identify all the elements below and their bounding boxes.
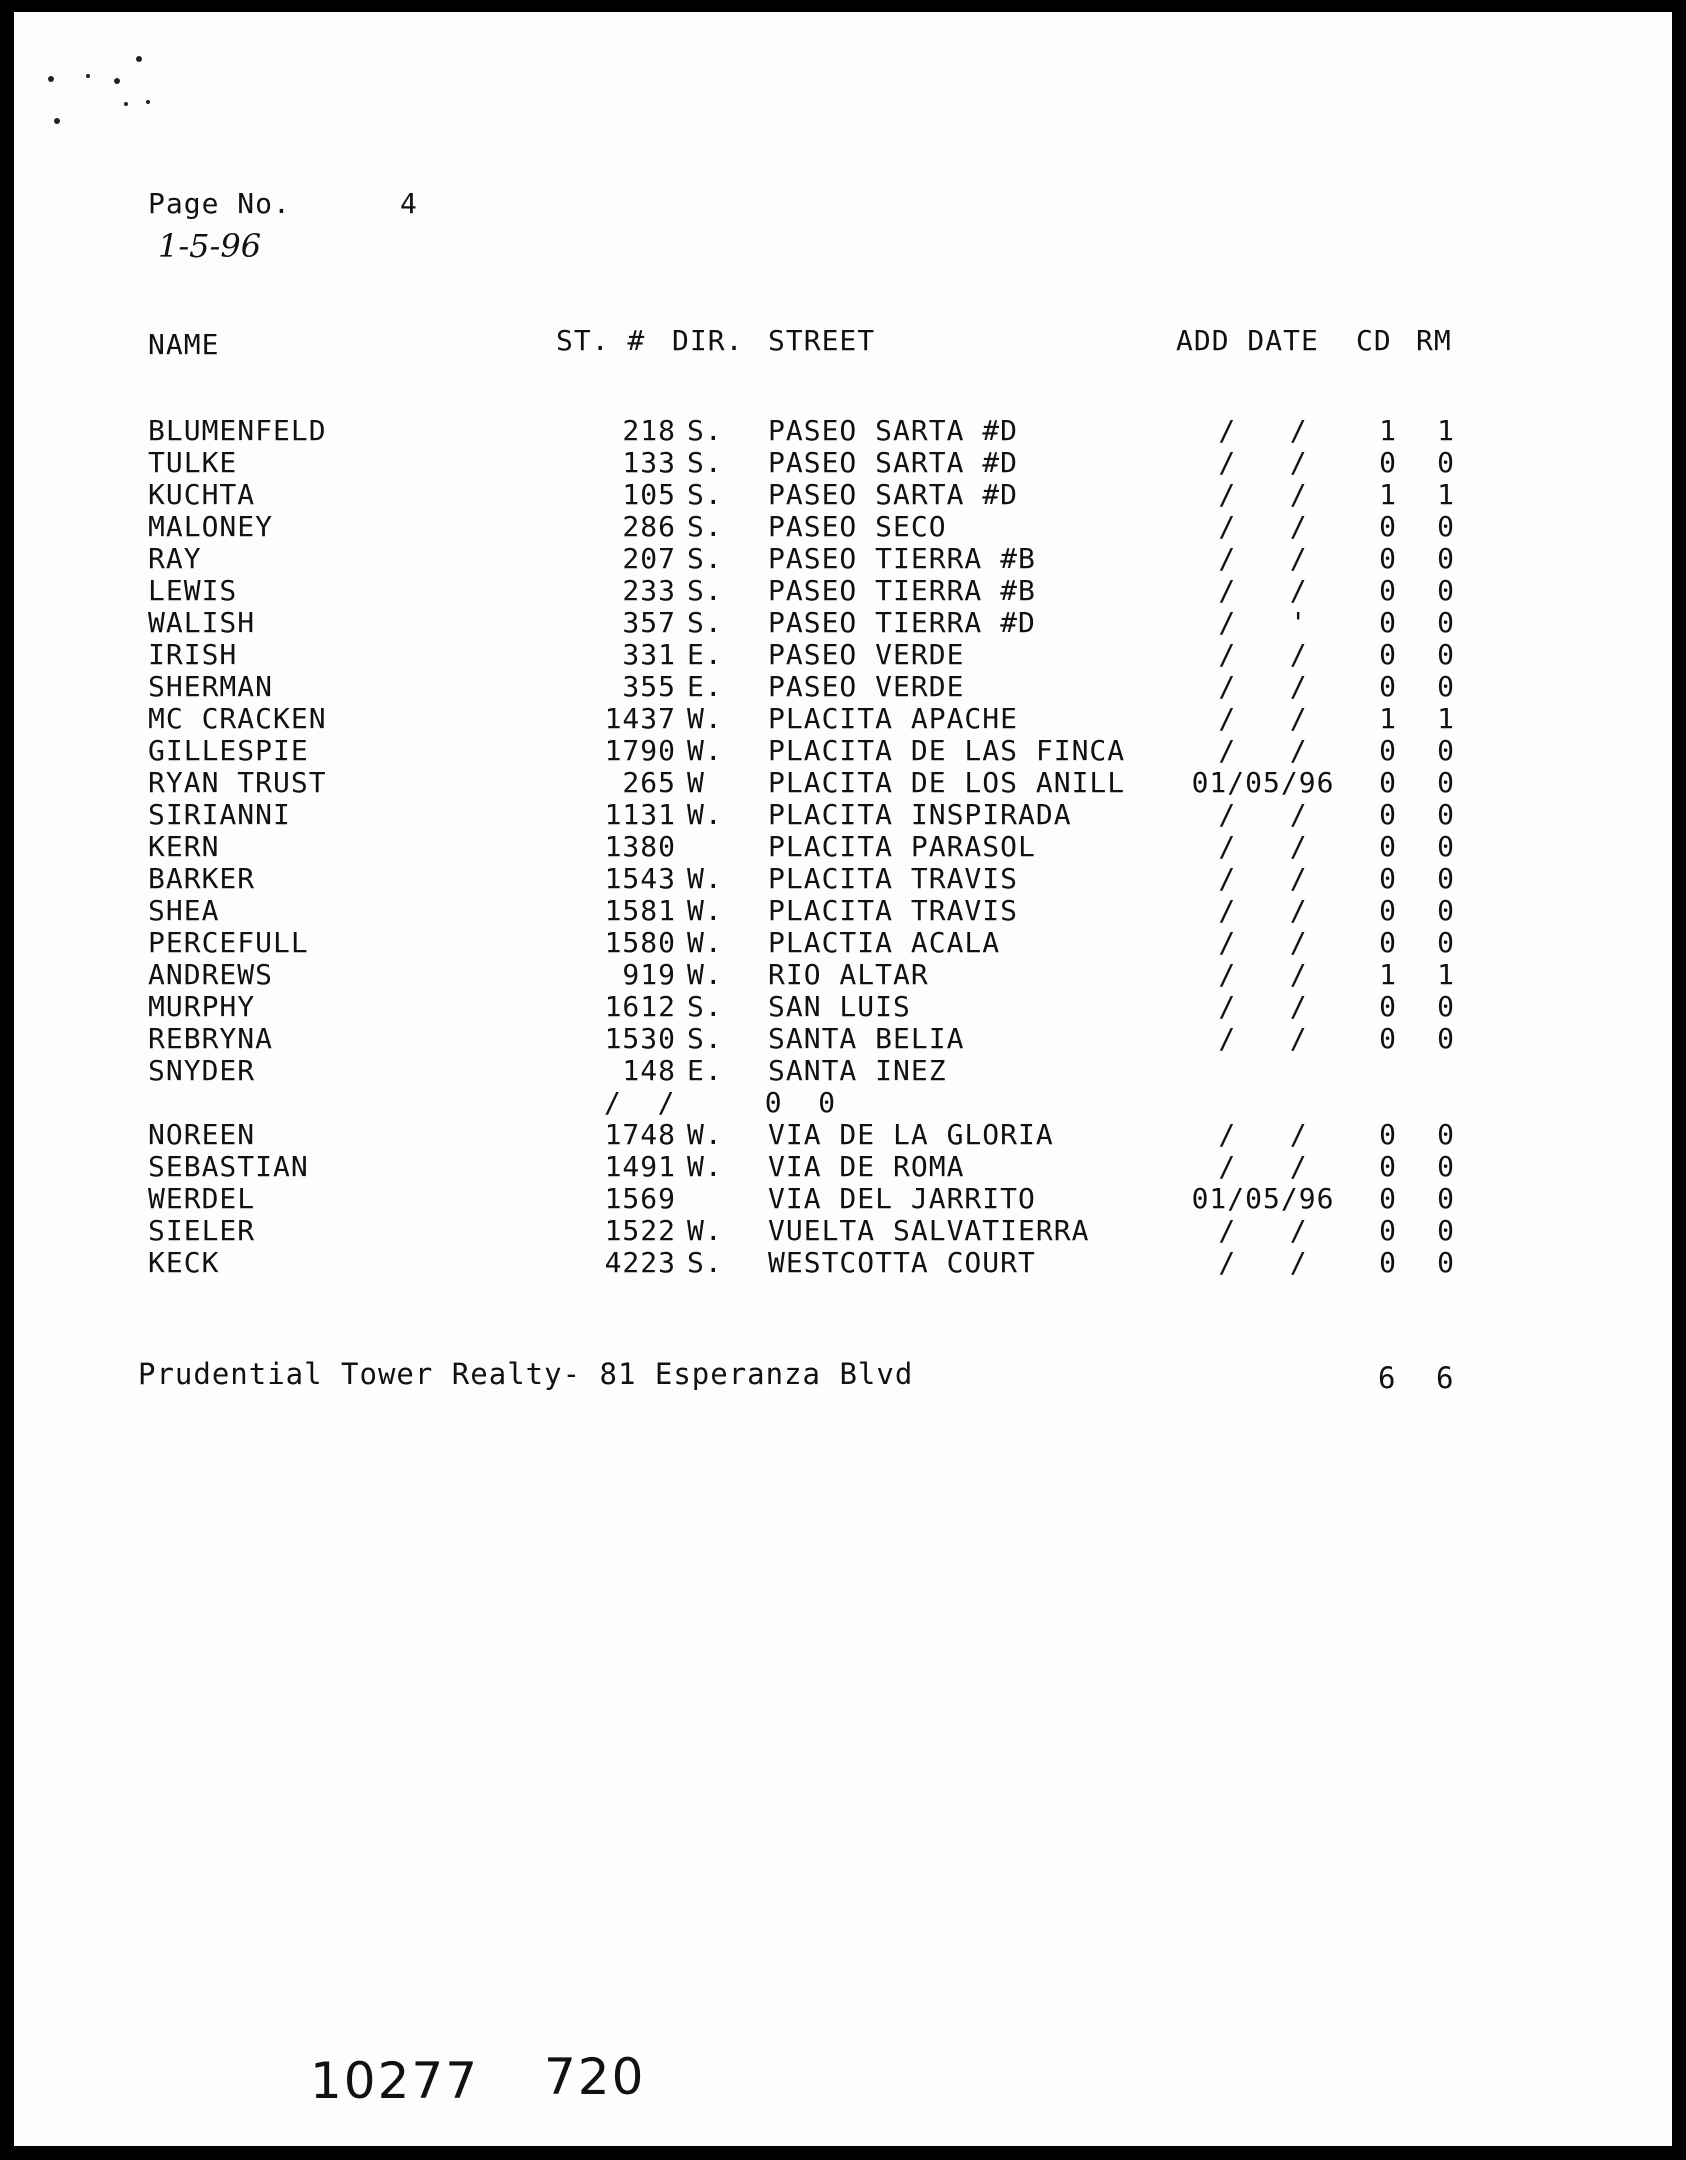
row-direction: S. [687,446,723,479]
row-direction: W. [687,1118,723,1151]
row-direction: W. [687,798,723,831]
row-add-date: / / [1218,638,1308,671]
row-street-number: 1491 [604,1150,676,1183]
row-add-date: / / [1218,798,1308,831]
row-cd: 0 [1379,1214,1397,1247]
row-rm: 0 [1437,1118,1455,1151]
row-street-number: 1131 [604,798,676,831]
row-direction: S. [687,1022,723,1055]
table-row [14,1022,1672,1054]
row-add-date: / / [1218,670,1308,703]
table-row [14,894,1672,926]
table-row [14,702,1672,734]
row-name: SNYDER [148,1054,256,1087]
row-rm: 0 [1437,638,1455,671]
row-street-number: 919 [622,958,676,991]
row-street-number: 1437 [604,702,676,735]
row-street-number: 4223 [604,1246,676,1279]
row-cd: 0 [1379,734,1397,767]
row-street: PASEO TIERRA #B [768,574,1036,607]
wrapped-row-continuation [14,1086,1672,1118]
scan-speck [146,100,150,104]
page-number: 4 [400,187,417,220]
row-street: PASEO TIERRA #B [768,542,1036,575]
row-street: SAN LUIS [768,990,911,1023]
row-add-date: / / [1218,830,1308,863]
row-street: PASEO VERDE [768,670,965,703]
rm-total: 6 [1436,1361,1455,1395]
row-name: RAY [148,542,202,575]
row-name: REBRYNA [148,1022,274,1055]
row-direction: W. [687,926,723,959]
row-direction: W. [687,734,723,767]
table-row [14,1118,1672,1150]
row-cd: 1 [1379,478,1397,511]
row-street-number: 331 [622,638,676,671]
row-rm: 0 [1437,542,1455,575]
row-rm: 1 [1437,702,1455,735]
row-add-date: / / [1218,862,1308,895]
row-rm: 0 [1437,1182,1455,1215]
row-street-number: 357 [622,606,676,639]
table-row [14,830,1672,862]
row-street: RIO ALTAR [768,958,929,991]
table-row [14,798,1672,830]
row-street: SANTA BELIA [768,1022,965,1055]
row-street-number: 265 [622,766,676,799]
row-street: PLACITA DE LOS ANILL [768,766,1126,799]
table-row [14,670,1672,702]
row-street: PLACTIA ACALA [768,926,1001,959]
row-add-date: / / [1218,702,1308,735]
row-rm: 1 [1437,478,1455,511]
cd-total: 6 [1378,1361,1397,1395]
row-cd: 0 [1379,510,1397,543]
table-row [14,926,1672,958]
row-add-date: / / [1218,574,1308,607]
row-name: MC CRACKEN [148,702,327,735]
table-row [14,990,1672,1022]
row-name: KERN [148,830,220,863]
row-cd: 0 [1379,926,1397,959]
scan-speck [54,118,60,124]
row-street: PASEO SARTA #D [768,414,1019,447]
row-name: KECK [148,1246,220,1279]
row-add-date: 01/05/96 [1191,766,1335,799]
row-name: SHEA [148,894,220,927]
row-add-date: / / [1218,926,1308,959]
row-street-number: 1748 [604,1118,676,1151]
scan-speck [124,102,128,106]
row-rm: 0 [1437,894,1455,927]
row-street-number: 1543 [604,862,676,895]
row-street-number: 233 [622,574,676,607]
table-row [14,638,1672,670]
row-name: KUCHTA [148,478,256,511]
row-cd: 0 [1379,766,1397,799]
realty-footer: Prudential Tower Realty- 81 Esperanza Blvd [138,1357,914,1391]
row-street-number: 1790 [604,734,676,767]
row-add-date: / / [1218,1214,1308,1247]
row-cd: 0 [1379,1118,1397,1151]
page-number-label: Page No. [148,187,291,220]
row-street: PLACITA PARASOL [768,830,1036,863]
row-street-number: 207 [622,542,676,575]
row-name: WALISH [148,606,256,639]
row-cd: 0 [1379,670,1397,703]
row-street-number: 1569 [604,1182,676,1215]
row-direction: S. [687,414,723,447]
column-header-name: NAME [148,328,220,361]
row-direction: W. [687,958,723,991]
row-rm: 0 [1437,862,1455,895]
row-direction: S. [687,510,723,543]
row-direction: S. [687,990,723,1023]
row-street: PLACITA TRAVIS [768,862,1019,895]
row-direction: W [687,766,705,799]
row-cd: 0 [1379,606,1397,639]
row-add-date: / / [1218,1022,1308,1055]
row-name: MALONEY [148,510,274,543]
row-name: ANDREWS [148,958,274,991]
row-cd: 0 [1379,798,1397,831]
row-rm: 0 [1437,670,1455,703]
row-street-number: 1581 [604,894,676,927]
row-direction: S. [687,478,723,511]
row-name: PERCEFULL [148,926,309,959]
table-row [14,1054,1672,1086]
row-rm: 0 [1437,990,1455,1023]
row-rm: 1 [1437,958,1455,991]
row-add-date: / ' [1218,606,1308,639]
row-street-number: 1380 [604,830,676,863]
row-rm: 1 [1437,414,1455,447]
row-rm: 0 [1437,510,1455,543]
table-row [14,1246,1672,1278]
row-cd: 0 [1379,446,1397,479]
table-row [14,1182,1672,1214]
row-add-date: / / [1218,1246,1308,1279]
scan-speck [48,76,54,82]
row-add-date: / / [1218,734,1308,767]
row-rm: 0 [1437,574,1455,607]
table-row [14,574,1672,606]
column-header-cd: CD [1356,324,1392,357]
row-cd: 0 [1379,1246,1397,1279]
column-header-rm: RM [1416,324,1452,357]
row-street-number: 355 [622,670,676,703]
row-street: PLACITA DE LAS FINCA [768,734,1126,767]
row-rm: 0 [1437,446,1455,479]
table-row [14,766,1672,798]
column-header-direction: DIR. [672,324,744,357]
table-row [14,542,1672,574]
row-name: MURPHY [148,990,256,1023]
row-name: BARKER [148,862,256,895]
row-street-number: 1522 [604,1214,676,1247]
row-rm: 0 [1437,1214,1455,1247]
row-street: PLACITA INSPIRADA [768,798,1072,831]
row-cd: 0 [1379,1022,1397,1055]
row-direction: W. [687,894,723,927]
row-direction: S. [687,1246,723,1279]
row-name: RYAN TRUST [148,766,327,799]
row-street: PASEO VERDE [768,638,965,671]
table-row [14,1150,1672,1182]
row-rm: 0 [1437,766,1455,799]
row-direction: E. [687,638,723,671]
table-row [14,446,1672,478]
row-name: WERDEL [148,1182,256,1215]
table-row [14,414,1672,446]
row-add-date: / / [1218,1118,1308,1151]
table-row [14,478,1672,510]
handwritten-date: 1-5-96 [158,227,262,265]
row-name: SEBASTIAN [148,1150,309,1183]
row-street: VIA DEL JARRITO [768,1182,1036,1215]
row-add-date: / / [1218,510,1308,543]
row-name: TULKE [148,446,238,479]
row-add-date: / / [1218,414,1308,447]
scan-speck [114,78,120,84]
row-direction: S. [687,542,723,575]
row-cd: 0 [1379,990,1397,1023]
row-name: IRISH [148,638,238,671]
row-cd: 1 [1379,414,1397,447]
row-direction: W. [687,862,723,895]
column-header-street: STREET [768,324,876,357]
row-direction: E. [687,670,723,703]
row-add-date: / / [1218,990,1308,1023]
row-direction: S. [687,606,723,639]
row-street-number: 286 [622,510,676,543]
row-cd: 1 [1379,958,1397,991]
row-street: VIA DE ROMA [768,1150,965,1183]
row-cd: 0 [1379,638,1397,671]
column-header-add-date: ADD DATE [1176,324,1319,357]
table-row [14,862,1672,894]
document-id-stamp: 10277 [310,2052,480,2110]
row-name: BLUMENFELD [148,414,327,447]
row-rm: 0 [1437,1150,1455,1183]
row-cd: 0 [1379,894,1397,927]
row-street: PASEO SECO [768,510,947,543]
row-direction: W. [687,1214,723,1247]
row-name: GILLESPIE [148,734,309,767]
row-direction: W. [687,702,723,735]
document-id-stamp-number: 720 [544,2048,646,2106]
row-street-number: 1612 [604,990,676,1023]
row-street: SANTA INEZ [768,1054,947,1087]
row-direction: S. [687,574,723,607]
row-rm: 0 [1437,1246,1455,1279]
row-add-date: / / [1218,1150,1308,1183]
row-name: SIRIANNI [148,798,291,831]
row-add-date: / / [1218,958,1308,991]
row-add-date: 01/05/96 [1191,1182,1335,1215]
row-cd: 0 [1379,1182,1397,1215]
wrapped-date-and-counts: / / 0 0 [604,1086,837,1119]
row-rm: 0 [1437,830,1455,863]
row-street: VUELTA SALVATIERRA [768,1214,1090,1247]
row-rm: 0 [1437,798,1455,831]
document-page [14,12,1672,2146]
row-add-date: / / [1218,542,1308,575]
table-row [14,1214,1672,1246]
row-street-number: 105 [622,478,676,511]
row-name: SHERMAN [148,670,274,703]
scan-speck [136,56,142,62]
row-name: LEWIS [148,574,238,607]
table-row [14,734,1672,766]
row-street-number: 218 [622,414,676,447]
row-rm: 0 [1437,606,1455,639]
column-header-street-number: ST. # [556,324,646,357]
row-cd: 0 [1379,574,1397,607]
table-row [14,510,1672,542]
row-cd: 0 [1379,862,1397,895]
row-street: PASEO TIERRA #D [768,606,1036,639]
row-add-date: / / [1218,894,1308,927]
row-name: SIELER [148,1214,256,1247]
row-cd: 1 [1379,702,1397,735]
row-cd: 0 [1379,830,1397,863]
table-row [14,606,1672,638]
row-street: PLACITA TRAVIS [768,894,1019,927]
row-street: PLACITA APACHE [768,702,1019,735]
row-direction: W. [687,1150,723,1183]
row-street-number: 1530 [604,1022,676,1055]
row-cd: 0 [1379,542,1397,575]
scan-speck [86,74,90,78]
row-street: PASEO SARTA #D [768,478,1019,511]
row-street: VIA DE LA GLORIA [768,1118,1054,1151]
table-row [14,958,1672,990]
row-direction: E. [687,1054,723,1087]
row-street-number: 148 [622,1054,676,1087]
row-street: PASEO SARTA #D [768,446,1019,479]
row-rm: 0 [1437,1022,1455,1055]
row-street-number: 1580 [604,926,676,959]
row-street-number: 133 [622,446,676,479]
row-cd: 0 [1379,1150,1397,1183]
row-rm: 0 [1437,926,1455,959]
row-add-date: / / [1218,478,1308,511]
row-add-date: / / [1218,446,1308,479]
row-street: WESTCOTTA COURT [768,1246,1036,1279]
row-name: NOREEN [148,1118,256,1151]
row-rm: 0 [1437,734,1455,767]
